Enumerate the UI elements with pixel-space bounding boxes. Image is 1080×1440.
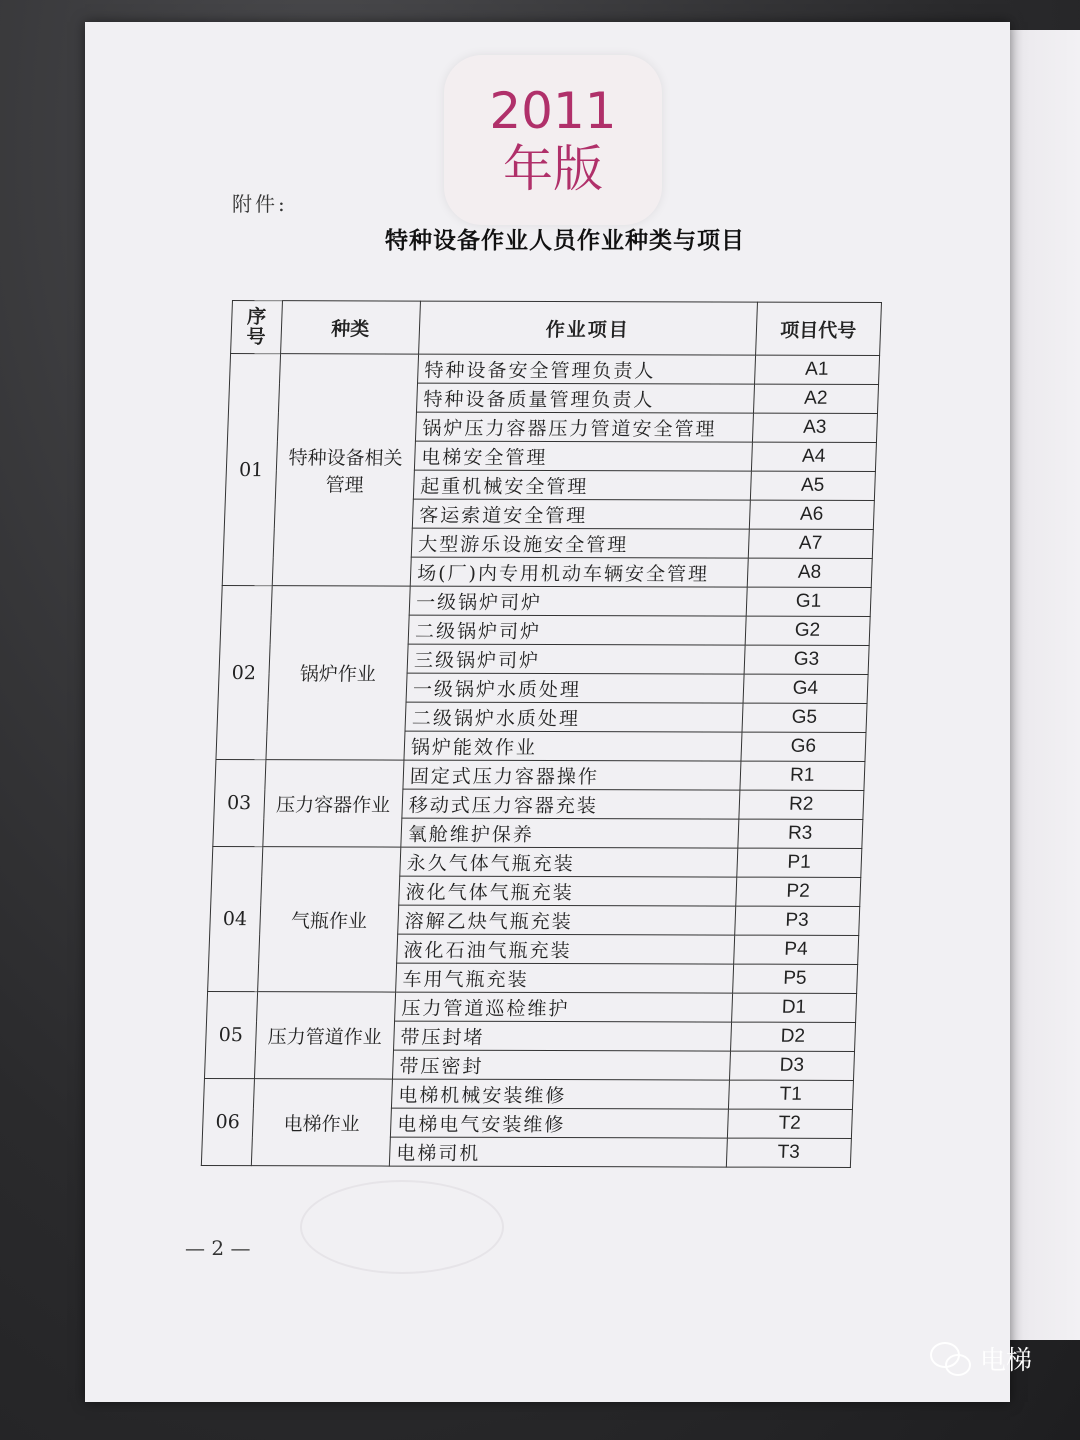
table-row [230, 354, 880, 385]
operation-item: 一级锅炉司炉 [409, 586, 747, 616]
group-category: 气瓶作业 [257, 847, 401, 992]
item-code: P5 [732, 964, 857, 993]
operation-item: 溶解乙炔气瓶充装 [398, 905, 736, 935]
group-category: 电梯作业 [251, 1079, 393, 1166]
group-seq: 05 [204, 992, 257, 1079]
item-code: D2 [730, 1022, 855, 1051]
operation-item: 起重机械安全管理 [413, 470, 751, 500]
group-seq: 06 [201, 1079, 254, 1166]
table-row [221, 586, 871, 617]
operation-item: 固定式压力容器操作 [403, 760, 741, 790]
operation-item: 大型游乐设施安全管理 [411, 528, 749, 558]
operation-item: 一级锅炉水质处理 [406, 673, 744, 703]
table-row [203, 1079, 853, 1110]
faint-stamp [300, 1180, 504, 1274]
group-seq: 02 [216, 586, 272, 760]
table-header-row [231, 301, 882, 356]
operation-item: 液化石油气瓶充装 [397, 934, 735, 964]
item-code: R3 [737, 819, 862, 848]
item-code: A6 [749, 500, 874, 529]
operation-item: 特种设备质量管理负责人 [417, 383, 755, 413]
item-code: A2 [753, 384, 878, 413]
table-row [215, 760, 865, 791]
document-title: 特种设备作业人员作业种类与项目 [385, 228, 745, 254]
item-code: A3 [752, 413, 877, 442]
item-code: G4 [743, 674, 868, 703]
operation-item: 客运索道安全管理 [412, 499, 750, 529]
operation-item: 带压密封 [392, 1050, 730, 1080]
item-code: P2 [735, 877, 860, 906]
wechat-watermark [930, 1340, 1032, 1377]
operation-item: 电梯机械安装维修 [391, 1079, 729, 1109]
operation-item: 三级锅炉司炉 [407, 644, 745, 674]
operation-item: 电梯安全管理 [414, 441, 752, 471]
header-code: 项目代号 [755, 302, 881, 355]
group-seq: 03 [213, 760, 266, 847]
operation-item: 永久气体气瓶充装 [400, 847, 738, 877]
item-code: T3 [726, 1138, 851, 1167]
sticker-year: 2011 [489, 82, 617, 140]
operation-item: 带压封堵 [394, 1021, 732, 1051]
operation-item: 特种设备安全管理负责人 [418, 354, 756, 384]
item-code: D3 [729, 1051, 854, 1080]
item-code: G1 [746, 587, 871, 616]
attachment-label: 附件: [232, 192, 288, 216]
operation-category-table [201, 300, 882, 1168]
operation-item: 二级锅炉司炉 [408, 615, 746, 645]
group-seq: 04 [208, 847, 263, 992]
item-code: A7 [748, 529, 873, 558]
item-code: G6 [741, 732, 866, 761]
item-code: A8 [747, 558, 872, 587]
item-code: D1 [731, 993, 856, 1022]
operation-item: 氧舱维护保养 [401, 818, 739, 848]
operation-item: 二级锅炉水质处理 [405, 702, 743, 732]
sticker-edition: 年版 [503, 140, 603, 198]
header-item: 作业项目 [419, 301, 758, 355]
group-category: 锅炉作业 [265, 586, 410, 760]
operation-item: 液化气体气瓶充装 [399, 876, 737, 906]
item-code: T2 [727, 1109, 852, 1138]
group-category: 压力管道作业 [254, 992, 396, 1079]
group-category: 压力容器作业 [262, 760, 404, 847]
operation-item: 电梯电气安装维修 [390, 1108, 728, 1138]
operation-item: 电梯司机 [389, 1137, 727, 1167]
table-body [201, 354, 879, 1168]
operation-item: 压力管道巡检维护 [395, 992, 733, 1022]
operation-item: 场(厂)内专用机动车辆安全管理 [410, 557, 748, 587]
header-seq: 序号 [231, 301, 282, 354]
table-row [207, 992, 857, 1023]
group-category: 特种设备相关管理 [272, 354, 419, 586]
item-code: G5 [742, 703, 867, 732]
operation-item: 移动式压力容器充装 [402, 789, 740, 819]
operation-item: 锅炉能效作业 [404, 731, 742, 761]
item-code: T1 [728, 1080, 853, 1109]
header-category: 种类 [280, 301, 420, 354]
page-number: — 2 — [185, 1236, 251, 1260]
wechat-icon [930, 1342, 972, 1376]
item-code: A1 [754, 355, 879, 384]
item-code: A4 [751, 442, 876, 471]
item-code: A5 [750, 471, 875, 500]
item-code: G3 [744, 645, 869, 674]
table-row [212, 847, 862, 878]
operation-item: 锅炉压力容器压力管道安全管理 [415, 412, 753, 442]
item-code: P4 [733, 935, 858, 964]
operation-item: 车用气瓶充装 [396, 963, 734, 993]
item-code: R1 [740, 761, 865, 790]
group-seq: 01 [222, 354, 280, 586]
item-code: P1 [736, 848, 861, 877]
item-code: G2 [745, 616, 870, 645]
item-code: R2 [739, 790, 864, 819]
watermark-label: 电梯 [980, 1346, 1033, 1376]
item-code: P3 [734, 906, 859, 935]
